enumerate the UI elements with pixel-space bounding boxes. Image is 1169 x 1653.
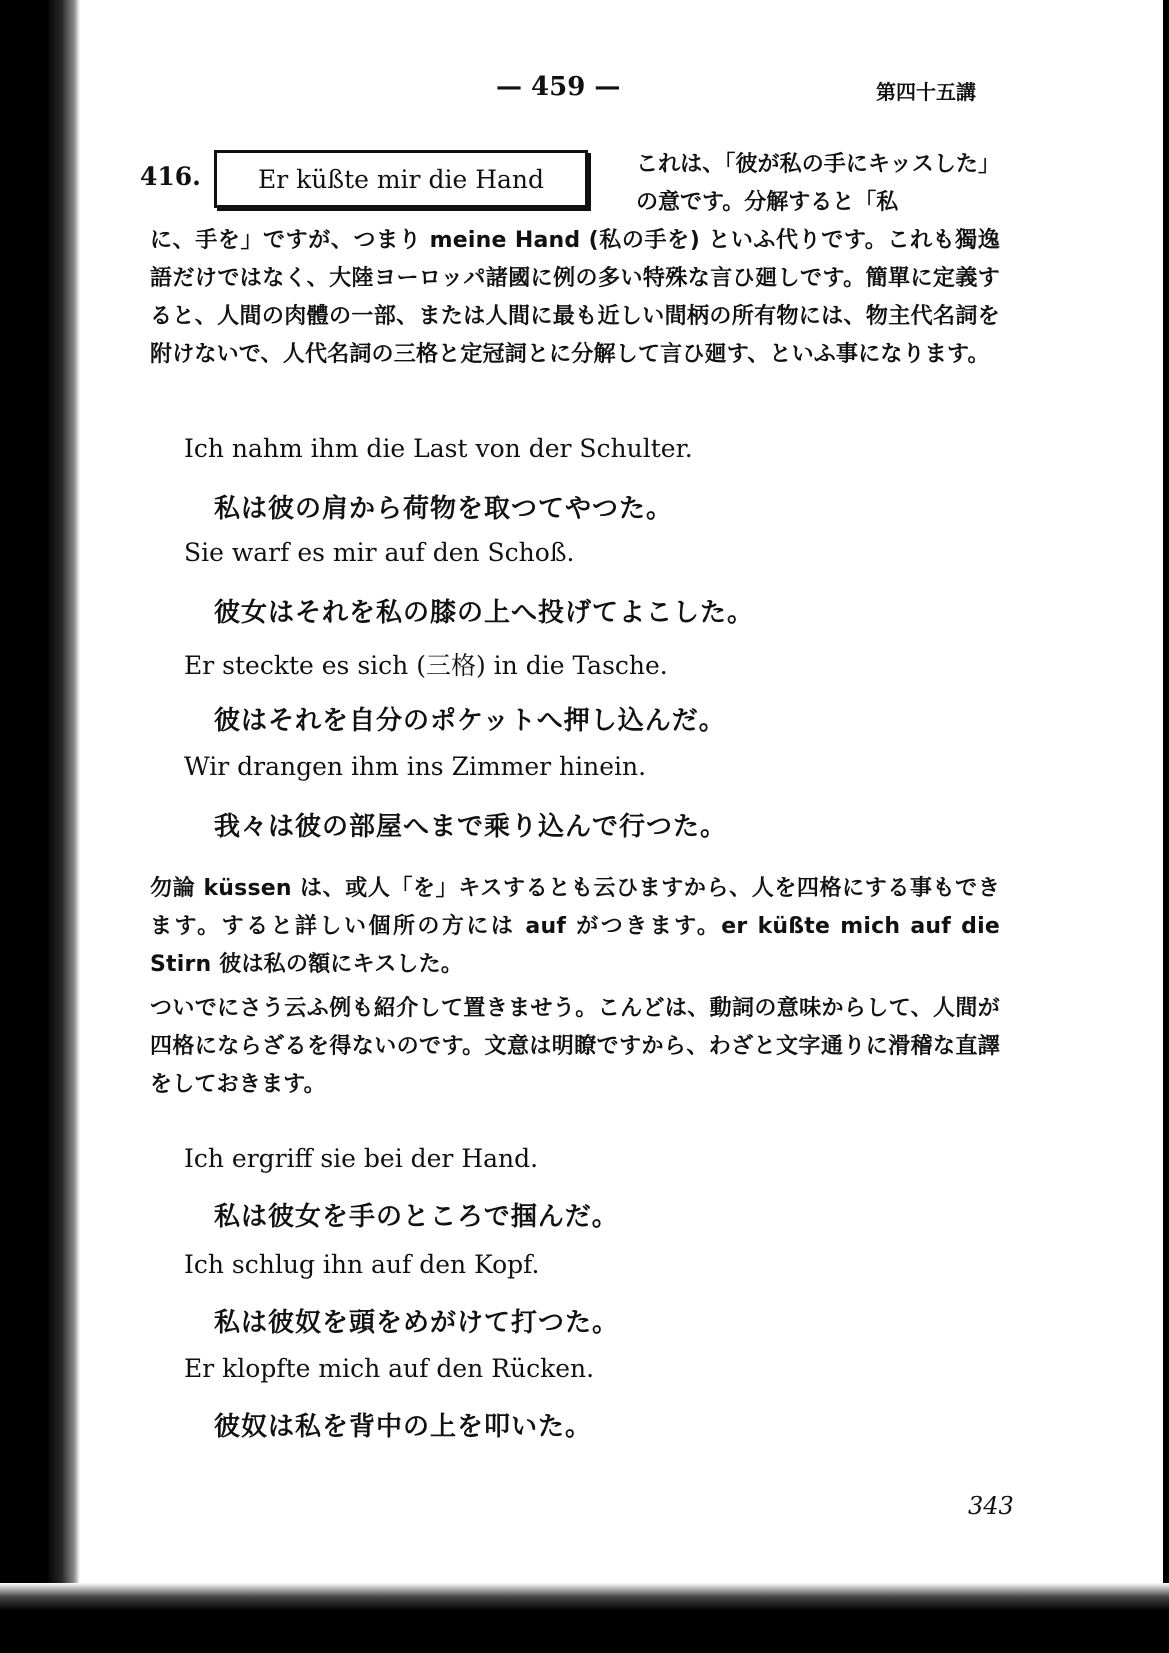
example-japanese: 彼女はそれを私の膝の上へ投げてよこした。 [214,598,755,628]
example-japanese: 我々は彼の部屋へまで乘り込んで行つた。 [214,812,728,842]
example-german: Ich ergriff sie bei der Hand. [184,1144,539,1173]
example-japanese: 彼はそれを自分のポケットへ押し込んだ。 [214,706,726,736]
example-japanese: 彼奴は私を背中の上を叩いた。 [214,1412,593,1442]
example-german: Wir drangen ihm ins Zimmer hinein. [184,752,647,781]
example-japanese: 私は彼の肩から荷物を取つてやつた。 [214,494,674,524]
entry-intro-right: これは、「彼が私の手にキッスした」の意です。分解すると「私 [636,152,1000,215]
scan-left-edge [0,0,80,1653]
page-number: 343 [968,1492,1014,1520]
entry-number: 416. [140,162,201,191]
entry-intro-body: に、手を」ですが、つまり meine Hand (私の手を) といふ代りです。これも獨逸語だけではなく、大陸ヨーロッパ諸國に例の多い特殊な言ひ廻しです。簡單に定義すると、人間の肉體の一部、または人間に最も近しい間柄の所有物には、物主代名詞を附けないで、人代名詞の三格と定冠詞とに分解して言ひ廻す、といふ事になります。 [150,228,1000,367]
body-paragraph: 勿論 küssen は、或人「を」キスするとも云ひますから、人を四格にする事もできます。すると詳しい個所の方には auf がつきます。er küßte mich auf die Stirn 彼は私の額にキスした。 [150,876,1000,977]
scan-right-edge [1163,0,1169,1653]
example-german: Sie warf es mir auf den Schoß. [184,538,575,567]
example-japanese: 私は彼女を手のところで掴んだ。 [214,1202,619,1232]
example-japanese: 私は彼奴を頭をめがけて打つた。 [214,1308,620,1338]
example-german: Er steckte es sich (三格) in die Tasche. [184,651,668,680]
entry-title: Er küßte mir die Hand [257,164,545,194]
example-german: Er klopfte mich auf den Rücken. [184,1354,595,1383]
example-german: Ich nahm ihm die Last von der Schulter. [184,434,693,463]
lesson-heading: 第四十五講 [876,80,976,104]
page-marker: — 459 — [496,72,621,102]
example-german: Ich schlug ihn auf den Kopf. [184,1250,540,1279]
scan-bottom-edge [0,1583,1169,1653]
body-paragraph: ついでにさう云ふ例も紹介して置きませう。こんどは、動詞の意味からして、人間が四格にならざるを得ないのです。文意は明瞭ですから、わざと文字通りに滑稽な直譯をしておきます。 [150,996,1000,1097]
entry-title-box [214,150,588,208]
